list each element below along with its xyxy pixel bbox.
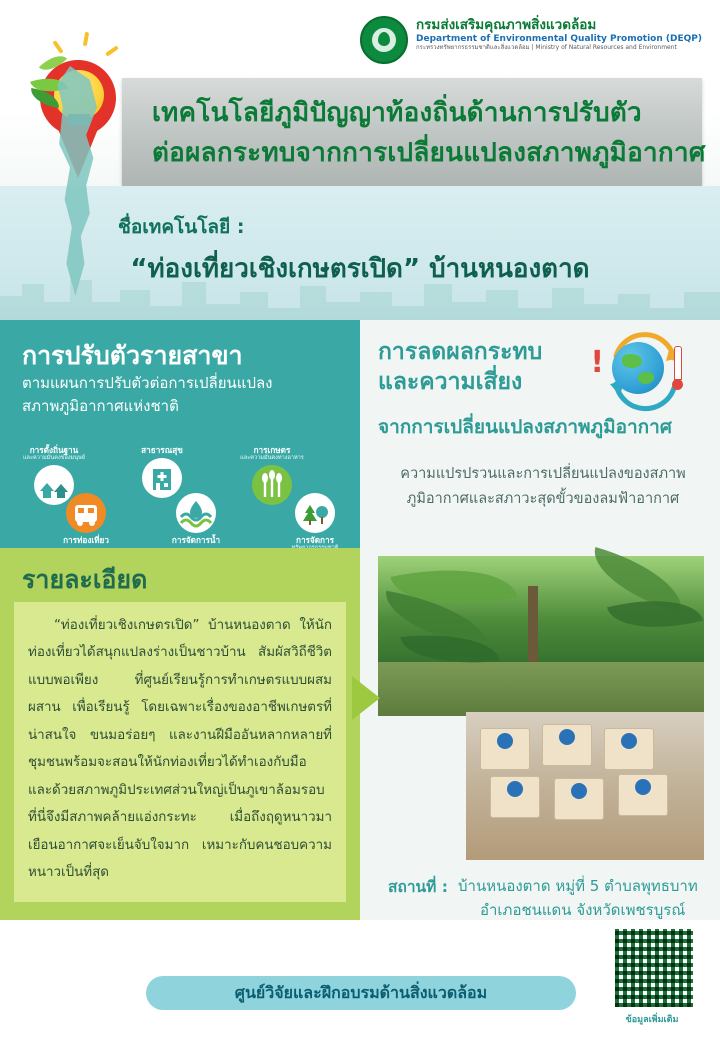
impact-reduction-panel [360,320,720,548]
sector-label: การตั้งถิ่นฐาน [29,445,79,455]
impact-panel-body-line2: ภูมิอากาศและสภาวะสุดขั้วของลมฟ้าอากาศ [406,490,680,507]
org-name-th: กรมส่งเสริมคุณภาพสิ่งแวดล้อม [416,17,597,33]
impact-panel-heading-line2: และความเสี่ยง [378,368,523,395]
package-label-icon [507,781,523,797]
product-package [554,778,604,820]
arrow-right-icon [352,676,380,720]
impact-panel-heading [378,338,542,398]
qr-caption: ข้อมูลเพิ่มเติม [625,1015,679,1025]
product-package [542,724,592,766]
forest-icon [295,493,335,533]
detail-body-text: “ท่องเที่ยวเชิงเกษตรเปิด” บ้านหนองตาด ให้นักท่องเที่ยวได้สนุกแปลงร่างเป็นชาวบ้าน สัมผัสวิถีชีวิตแบบพอเพียง ที่ศูนย์เรียนรู้การทำเกษตรแบบผสมผสาน เพื่อเรียนรู้ โดยเฉพาะเรื่องของอาชีพเกษตรที่น่าสนใจ ขนมอร่อยๆ และงานฝีมืออันหลากหลายที่ชุมชนพร้อมจะสอนให้นักท่องเที่ยวได้ทำเองกับมือ และด้วยสภาพภูมิประเทศส่วนใหญ่เป็นภูเขาล้อมรอบ ที่นี่จึงมีสภาพคล้ายแอ่งกระทะ เมื่อถึงฤดูหนาวมาเยือนอากาศจะเย็นจับใจมาก เหมาะกับคนชอบความหนาวเป็นที่สุด [28,618,332,881]
sector-icon-strip [10,445,354,545]
poster-title-line1: เทคโนโลยีภูมิปัญญาท้องถิ่นด้านการปรับตัว [152,98,642,128]
location-block [360,866,720,920]
detail-panel [0,548,360,920]
sector-label: การท่องเที่ยว [63,535,109,545]
sector-panel-heading: การปรับตัวรายสาขา [22,341,243,370]
package-label-icon [635,779,651,795]
product-package [480,728,530,770]
tourism-bus-icon [66,493,106,533]
sector-item-water[interactable] [158,490,234,545]
water-wave-icon [176,493,216,533]
poster-title-line2: ต่อผลกระทบจากการเปลี่ยนแปลงสภาพภูมิอากาศ [152,138,706,168]
photo-farm-landscape [378,556,704,716]
location-label: สถานที่ : [388,878,448,896]
thermometer-bulb [672,379,683,390]
org-logo-block [360,16,702,64]
spark-icon [52,40,63,54]
sector-item-natural-resources[interactable] [272,490,358,552]
detail-text-box [14,602,346,902]
package-label-icon [621,733,637,749]
spark-icon [83,32,89,46]
tree-trunk-shape [528,586,538,662]
impact-panel-subheading: จากการเปลี่ยนแปลงสภาพภูมิอากาศ [378,416,672,438]
product-package [618,774,668,816]
sector-label: การเกษตร [253,445,291,455]
spark-icon [105,45,119,56]
deqp-seal-icon [360,16,408,64]
package-label-icon [571,783,587,799]
sector-panel-subheading-line1: ตามแผนการปรับตัวต่อการเปลี่ยนแปลง [22,374,273,392]
warning-exclamation-icon: ! [590,345,604,380]
sector-label: สาธารณสุข [141,445,183,455]
package-label-icon [497,733,513,749]
detail-title: รายละเอียด [22,565,148,594]
org-logo-text [416,16,702,52]
header-band [0,0,720,200]
package-label-icon [559,729,575,745]
sector-panel-subheading-line2: สภาพภูมิอากาศแห่งชาติ [22,397,179,416]
sector-sublabel: และความมั่นคงของมนุษย์ [22,455,86,462]
photo-water-area [378,662,704,716]
poster-title-ribbon [122,78,706,186]
sector-panel-subheading [22,372,342,419]
org-ministry: กระทรวงทรัพยากรธรรมชาติและสิ่งแวดล้อม | Ministry of Natural Resources and Environment [416,43,677,51]
product-package [490,776,540,818]
location-line1: บ้านหนองตาด หมู่ที่ 5 ตำบลพุทธบาท [458,877,698,895]
technology-name-label: ชื่อเทคโนโลยี : [118,216,245,238]
sector-label: การจัดการ [295,535,335,545]
impact-panel-body [378,462,708,511]
globe-icon [612,342,664,394]
technology-name-band [0,186,720,320]
technology-name-value: “ท่องเที่ยวเชิงเกษตรเปิด” บ้านหนองตาด [130,254,590,284]
location-line2: อำเภอชนแดน จังหวัดเพชรบูรณ์ [480,901,686,919]
photo-packaged-products [466,712,704,860]
impact-panel-heading-line1: การลดผลกระทบ [378,339,543,365]
impact-panel-body-line1: ความแปรปรวนและการเปลี่ยนแปลงของสภาพ [400,466,686,482]
sector-adaptation-panel [0,320,360,548]
sector-sublabel: และความมั่นคงทางอาหาร [240,455,304,462]
sector-label: การจัดการน้ำ [171,535,221,545]
sector-item-tourism[interactable] [48,490,124,545]
footer-org-pill: ศูนย์วิจัยและฝึกอบรมด้านสิ่งแวดล้อม [146,976,576,1010]
product-package [604,728,654,770]
org-name-en: Department of Environmental Quality Promotion (DEQP) [416,33,702,44]
thermometer-tube [674,346,682,380]
thermometer-icon [672,346,682,390]
qr-code[interactable] [612,926,696,1010]
